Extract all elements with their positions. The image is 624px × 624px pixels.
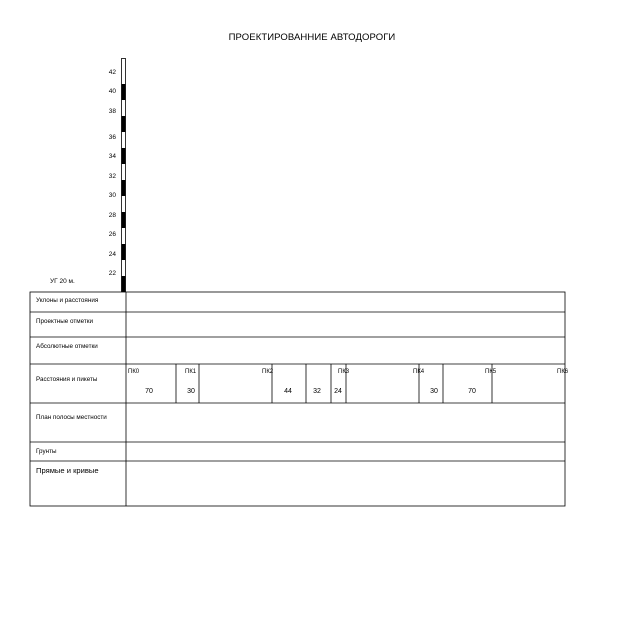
row-label-distances-pickets: Расстояния и пикеты: [36, 376, 98, 383]
distance-value: 30: [187, 388, 195, 395]
distance-value: 44: [284, 388, 292, 395]
picket-label: ПК2: [262, 369, 274, 375]
scale-tick: 30: [108, 192, 116, 199]
picket-label: ПК4: [413, 369, 425, 375]
page-title: ПРОЕКТИРОВАННИЕ АВТОДОРОГИ: [228, 32, 396, 43]
row-label-soils: Грунты: [36, 448, 57, 455]
scale-caption: УГ 20 м.: [50, 278, 75, 285]
row-label-design-elevations: Проектные отметки: [36, 318, 94, 325]
distance-value: 30: [430, 388, 438, 395]
picket-label: ПК6: [557, 369, 569, 375]
row-label-absolute-elevations: Абсолютные отметки: [36, 343, 98, 350]
scale-tick: 28: [108, 212, 116, 219]
scale-tick: 24: [108, 251, 116, 258]
picket-label: ПК0: [128, 369, 140, 375]
scale-tick: 38: [108, 108, 116, 115]
scale-tick: 36: [108, 134, 116, 141]
distance-value: 70: [145, 388, 153, 395]
row-label-slopes: Уклоны и расстояния: [36, 297, 99, 304]
picket-label: ПК1: [185, 369, 197, 375]
scale-tick: 34: [108, 153, 116, 160]
picket-label: ПК3: [338, 369, 350, 375]
distance-value: 24: [334, 388, 342, 395]
distance-value: 32: [313, 388, 321, 395]
row-label-straights-curves: Прямые и кривые: [36, 466, 99, 475]
picket-label: ПК5: [485, 369, 497, 375]
scale-tick: 22: [108, 270, 116, 277]
scale-tick: 26: [108, 231, 116, 238]
scale-tick: 32: [108, 173, 116, 180]
scale-tick: 40: [108, 88, 116, 95]
scale-tick: 42: [108, 69, 116, 76]
distance-value: 70: [468, 388, 476, 395]
row-label-terrain-plan: План полосы местности: [36, 414, 107, 421]
